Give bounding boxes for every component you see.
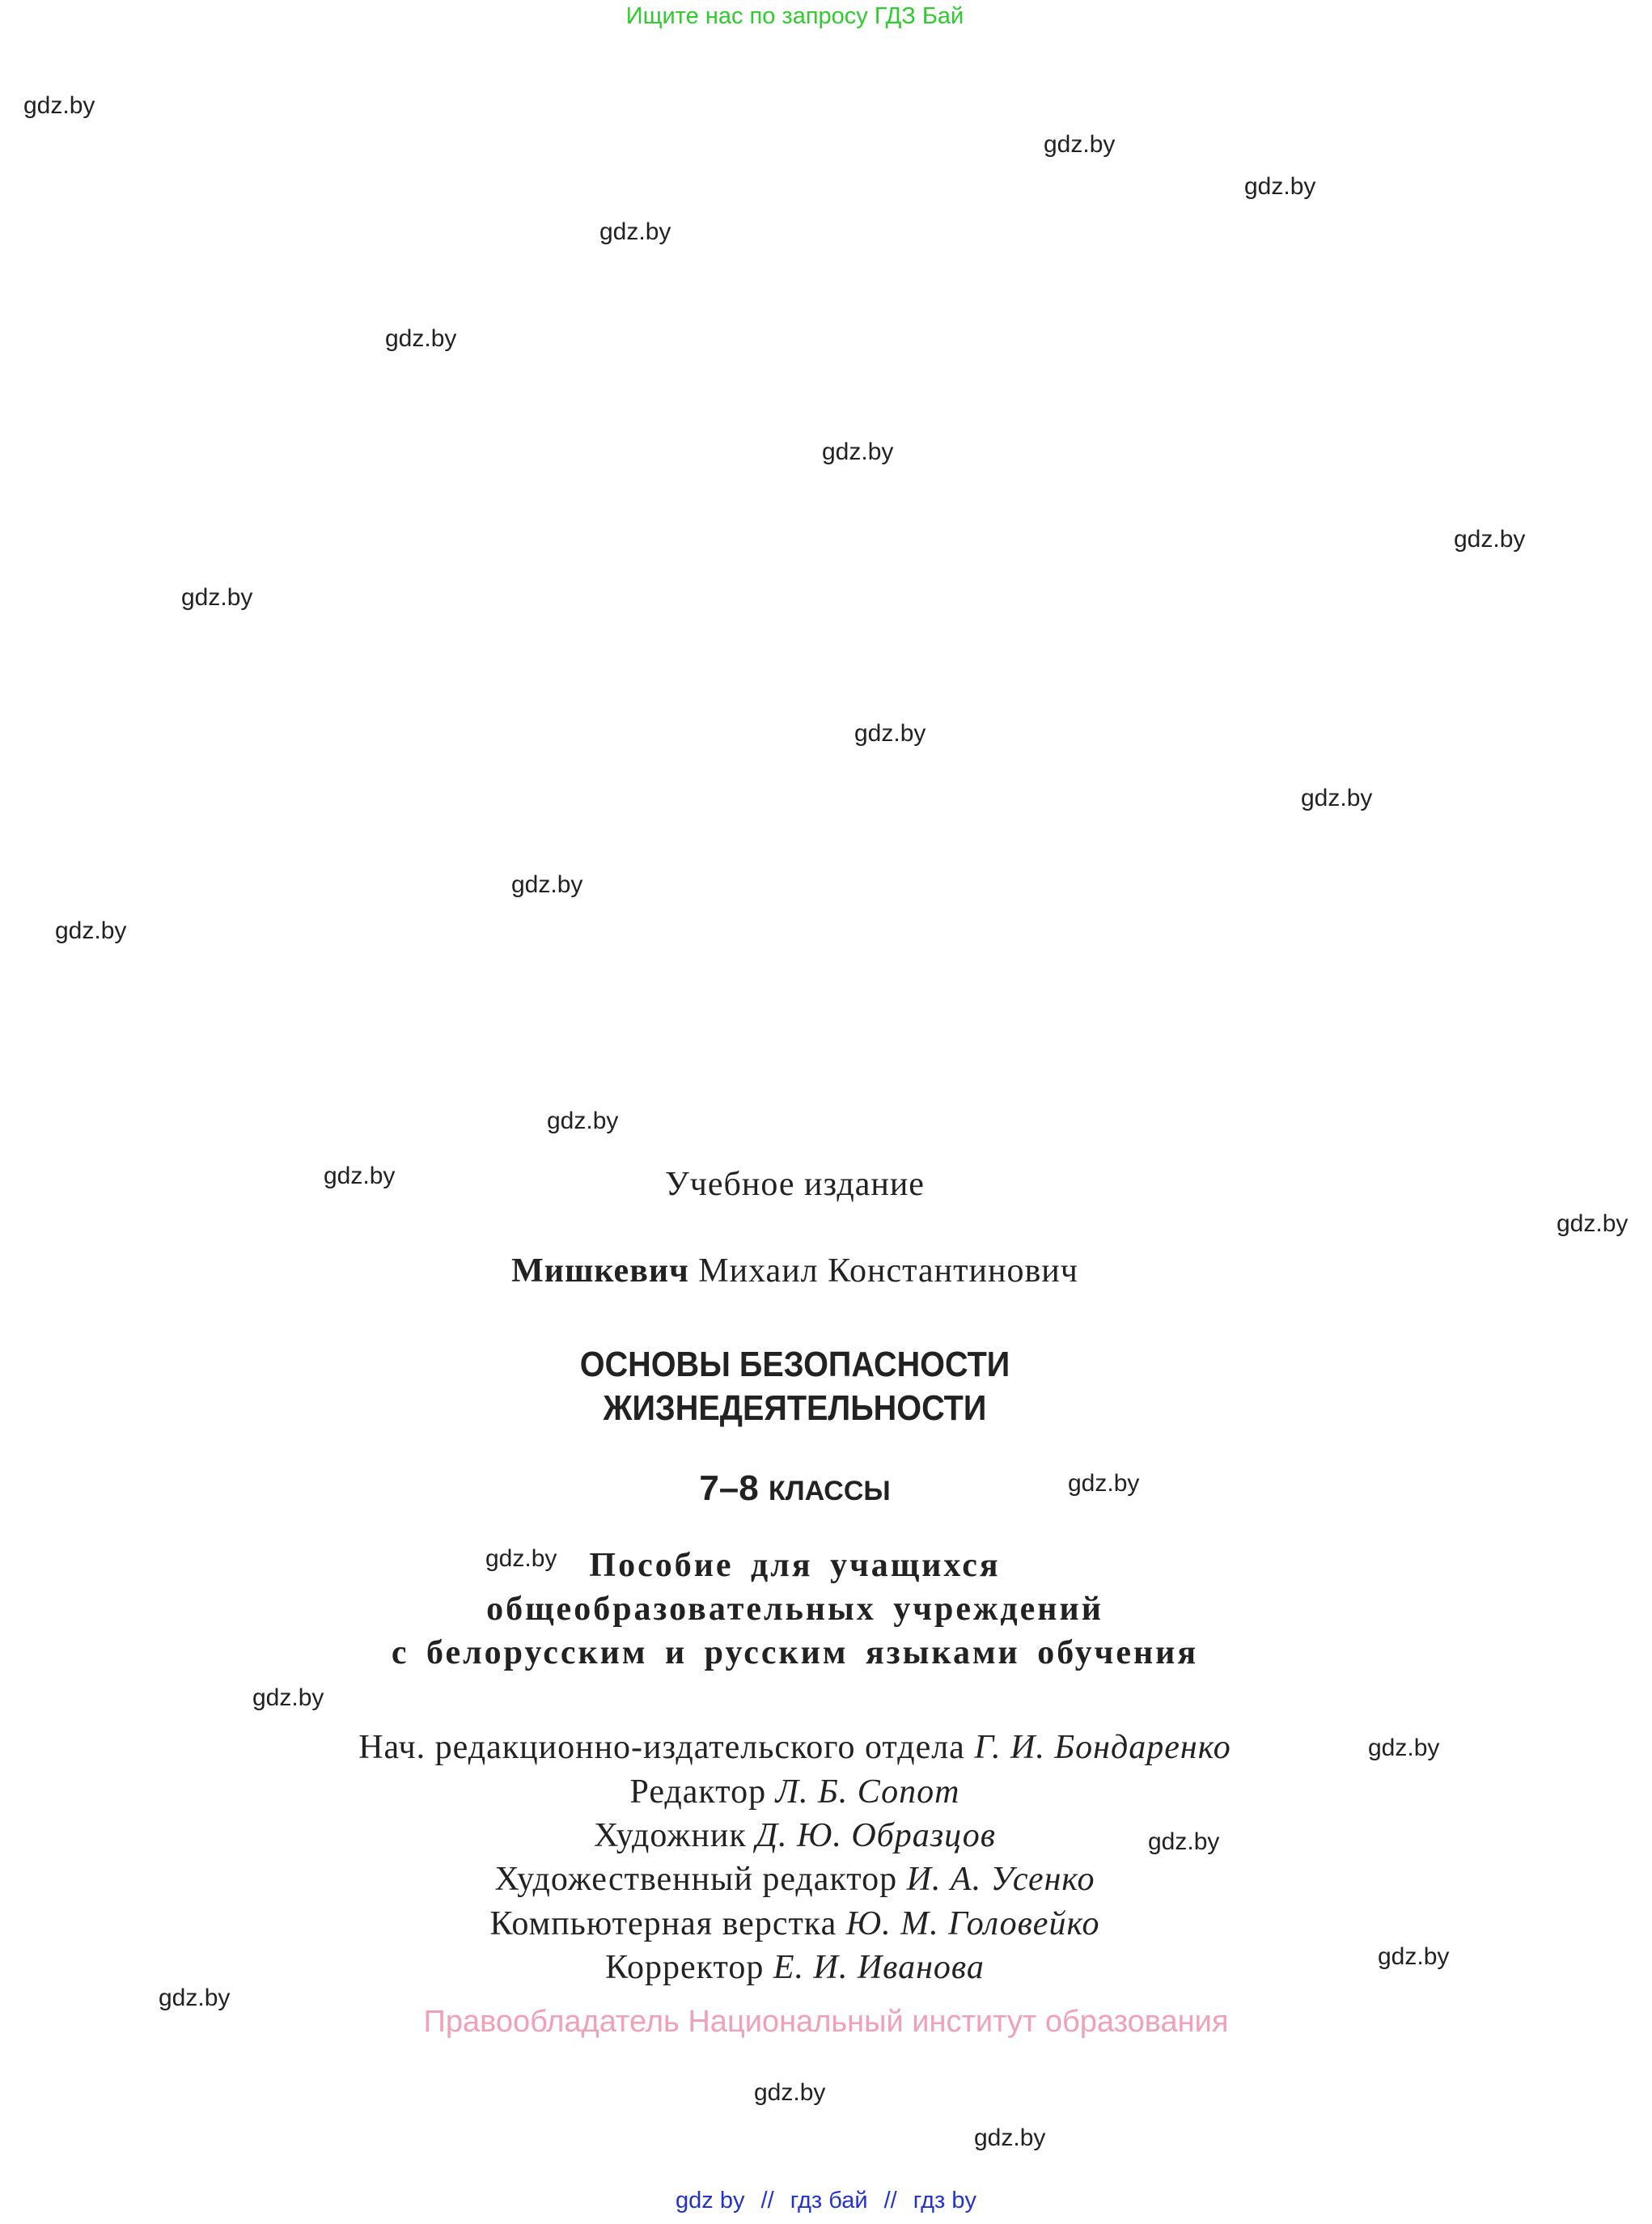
staff-role: Редактор — [629, 1773, 767, 1811]
watermark: gdz.by — [1148, 1828, 1220, 1855]
watermark: gdz.by — [1378, 1943, 1450, 1970]
staff-name: Ю. М. Головейко — [845, 1905, 1100, 1942]
watermark: gdz.by — [547, 1108, 619, 1134]
edition-type: Учебное издание — [665, 1166, 925, 1203]
staff-role: Корректор — [605, 1949, 765, 1986]
watermark: gdz.by — [1301, 785, 1373, 811]
staff-line — [0, 1860, 1590, 1899]
top-note: Ищите нас по запросу ГДЗ Бай — [625, 3, 964, 29]
footer-separator: // — [760, 2188, 774, 2213]
watermark: gdz.by — [1557, 1210, 1629, 1237]
staff-role: Нач. редакционно-издательского отдела — [358, 1729, 965, 1766]
watermark: gdz.by — [181, 584, 253, 611]
staff-line — [0, 1728, 1590, 1767]
footer-links — [0, 2188, 1652, 2214]
book-title-line-2: ЖИЗНЕДЕЯТЕЛЬНОСТИ — [603, 1388, 987, 1428]
footer-link-gdz-bai[interactable]: гдз бай — [790, 2188, 868, 2213]
staff-line — [0, 1773, 1590, 1811]
footer-separator: // — [883, 2188, 897, 2213]
watermark: gdz.by — [599, 218, 671, 245]
staff-role: Компьютерная верстка — [489, 1905, 837, 1942]
footer-link-gdz-by-alt[interactable]: гдз by — [913, 2188, 976, 2213]
staff-name: И. А. Усенко — [906, 1861, 1095, 1898]
watermark: gdz.by — [1068, 1470, 1140, 1497]
staff-line — [0, 1904, 1590, 1943]
purpose-line: с белорусским и русским языками обучения — [391, 1634, 1199, 1671]
staff-name: Д. Ю. Образцов — [756, 1817, 996, 1854]
watermark: gdz.by — [324, 1163, 396, 1189]
watermark: gdz.by — [385, 325, 457, 352]
watermark: gdz.by — [1244, 173, 1316, 200]
staff-name: Л. Б. Сопот — [775, 1773, 960, 1811]
watermark: gdz.by — [252, 1684, 324, 1711]
rightsholder-note: Правообладатель Национальный институт образования — [423, 2005, 1229, 2039]
author-name: Михаил Константинович — [698, 1252, 1078, 1290]
purpose-line: Пособие для учащихся — [589, 1547, 1001, 1584]
watermark: gdz.by — [1454, 526, 1526, 553]
watermark: gdz.by — [485, 1545, 557, 1572]
watermark: gdz.by — [754, 2079, 826, 2106]
watermark: gdz.by — [1044, 131, 1116, 158]
staff-name: Г. И. Бондаренко — [974, 1729, 1231, 1766]
grades-word: КЛАССЫ — [768, 1476, 891, 1506]
grades-number: 7–8 — [699, 1468, 759, 1508]
watermark: gdz.by — [974, 2124, 1046, 2151]
watermark: gdz.by — [511, 871, 583, 898]
grades — [0, 1468, 1590, 1509]
staff-line — [0, 1948, 1590, 1987]
watermark: gdz.by — [23, 92, 95, 119]
watermark: gdz.by — [822, 438, 894, 465]
watermark: gdz.by — [159, 1985, 231, 2011]
staff-line — [0, 1816, 1590, 1855]
author — [0, 1252, 1590, 1290]
staff-name: Е. И. Иванова — [773, 1949, 985, 1986]
author-surname: Мишкевич — [511, 1252, 689, 1290]
watermark: gdz.by — [55, 917, 127, 944]
watermark: gdz.by — [1368, 1735, 1440, 1761]
watermark: gdz.by — [854, 720, 926, 747]
staff-role: Художественный редактор — [494, 1861, 898, 1898]
book-title-line-1: ОСНОВЫ БЕЗОПАСНОСТИ — [579, 1345, 1010, 1384]
footer-link-gdz-by[interactable]: gdz by — [676, 2188, 745, 2213]
staff-role: Художник — [594, 1817, 747, 1854]
purpose-line: общеобразовательных учреждений — [486, 1591, 1103, 1628]
